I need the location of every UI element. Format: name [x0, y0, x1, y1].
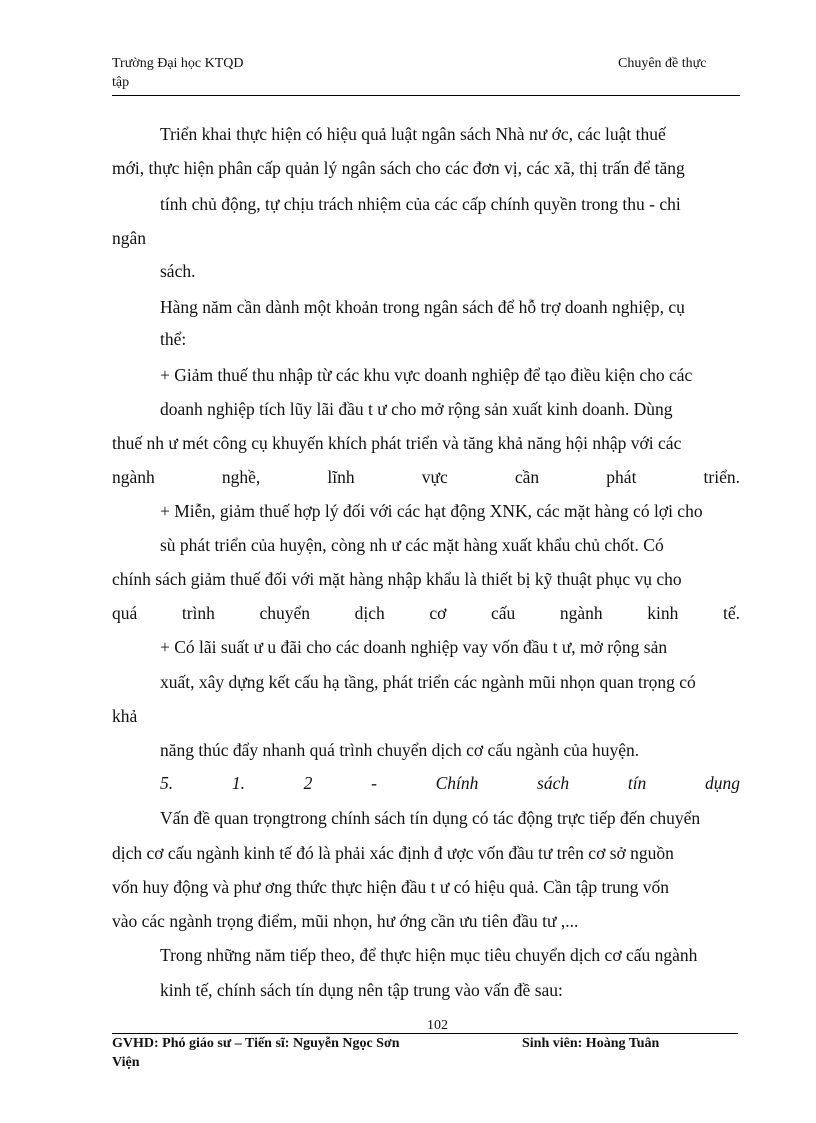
body-line: doanh nghiệp tích lũy lãi đầu t ư cho mở rộng sản xuất kinh doanh. Dùng — [160, 399, 673, 419]
footer-supervisor: GVHD: Phó giáo sư – Tiến sĩ: Nguyễn Ngọc Sơn — [112, 1036, 400, 1051]
body-line: thể: — [160, 329, 187, 349]
header-school-name: Trường Đại học KTQD — [112, 56, 244, 71]
page-number: 102 — [427, 1018, 448, 1033]
body-line: kinh tế, chính sách tín dụng nên tập trung vào vấn đề sau: — [160, 980, 563, 1000]
section-heading: 5. 1. 2 - Chính sách tín dụng — [160, 773, 740, 793]
body-line: ngân — [112, 228, 147, 248]
footer-rule — [112, 1033, 738, 1034]
body-line: năng thúc đẩy nhanh quá trình chuyển dịch cơ cấu ngành của huyện. — [160, 740, 640, 760]
body-line: sù phát triển của huyện, còng nh ư các mặt hàng xuất khẩu chủ chốt. Có — [160, 535, 664, 555]
body-line: mới, thực hiện phân cấp quản lý ngân sách cho các đơn vị, các xã, thị trấn để tăng — [112, 158, 685, 178]
body-line-justified: quá trình chuyển dịch cơ cấu ngành kinh tế. — [112, 603, 740, 623]
body-line: chính sách giảm thuế đối với mặt hàng nhập khẩu là thiết bị kỹ thuật phục vụ cho — [112, 569, 682, 589]
header-doc-type: Chuyên đề thực — [618, 56, 707, 71]
body-line: + Giảm thuế thu nhập từ các khu vực doanh nghiệp để tạo điều kiện cho các — [160, 365, 693, 385]
body-line: xuất, xây dựng kết cấu hạ tầng, phát triển các ngành mũi nhọn quan trọng có — [160, 672, 696, 692]
body-line: Vấn đề quan trọngtrong chính sách tín dụng có tác động trực tiếp đến chuyển — [160, 808, 701, 828]
body-line: sách. — [160, 261, 196, 281]
body-line: thuế nh ư mét công cụ khuyến khích phát triển và tăng khả năng hội nhập với các — [112, 433, 682, 453]
body-line: Triển khai thực hiện có hiệu quả luật ngân sách Nhà nư ớc, các luật thuế — [160, 124, 666, 144]
footer-student: Sinh viên: Hoàng Tuân — [522, 1036, 660, 1051]
body-line: vào các ngành trọng điểm, mũi nhọn, hư ớng cần ưu tiên đầu tư ,... — [112, 911, 579, 931]
body-line: Trong những năm tiếp theo, để thực hiện mục tiêu chuyển dịch cơ cấu ngành — [160, 945, 698, 965]
body-line: tính chủ động, tự chịu trách nhiệm của các cấp chính quyền trong thu - chi — [160, 194, 681, 214]
body-line: + Có lãi suất ư u đãi cho các doanh nghiệp vay vốn đầu t ư, mở rộng sản — [160, 637, 668, 657]
header-doc-type-continued: tập — [112, 75, 130, 90]
header-rule — [112, 95, 740, 96]
body-line-justified: ngành nghề, lĩnh vực cần phát triển. — [112, 467, 740, 487]
body-line: + Miễn, giảm thuế hợp lý đối với các hạt động XNK, các mặt hàng có lợi cho — [160, 501, 703, 521]
body-line: dịch cơ cấu ngành kinh tế đó là phải xác định đ ược vốn đầu tư trên cơ sở nguồn — [112, 843, 674, 863]
footer-supervisor-continued: Viện — [112, 1055, 140, 1070]
body-line: khả — [112, 706, 138, 726]
body-line: vốn huy động và phư ơng thức thực hiện đầu t ư có hiệu quả. Cần tập trung vốn — [112, 877, 670, 897]
body-line: Hàng năm cần dành một khoản trong ngân sách để hỗ trợ doanh nghiệp, cụ — [160, 297, 685, 317]
